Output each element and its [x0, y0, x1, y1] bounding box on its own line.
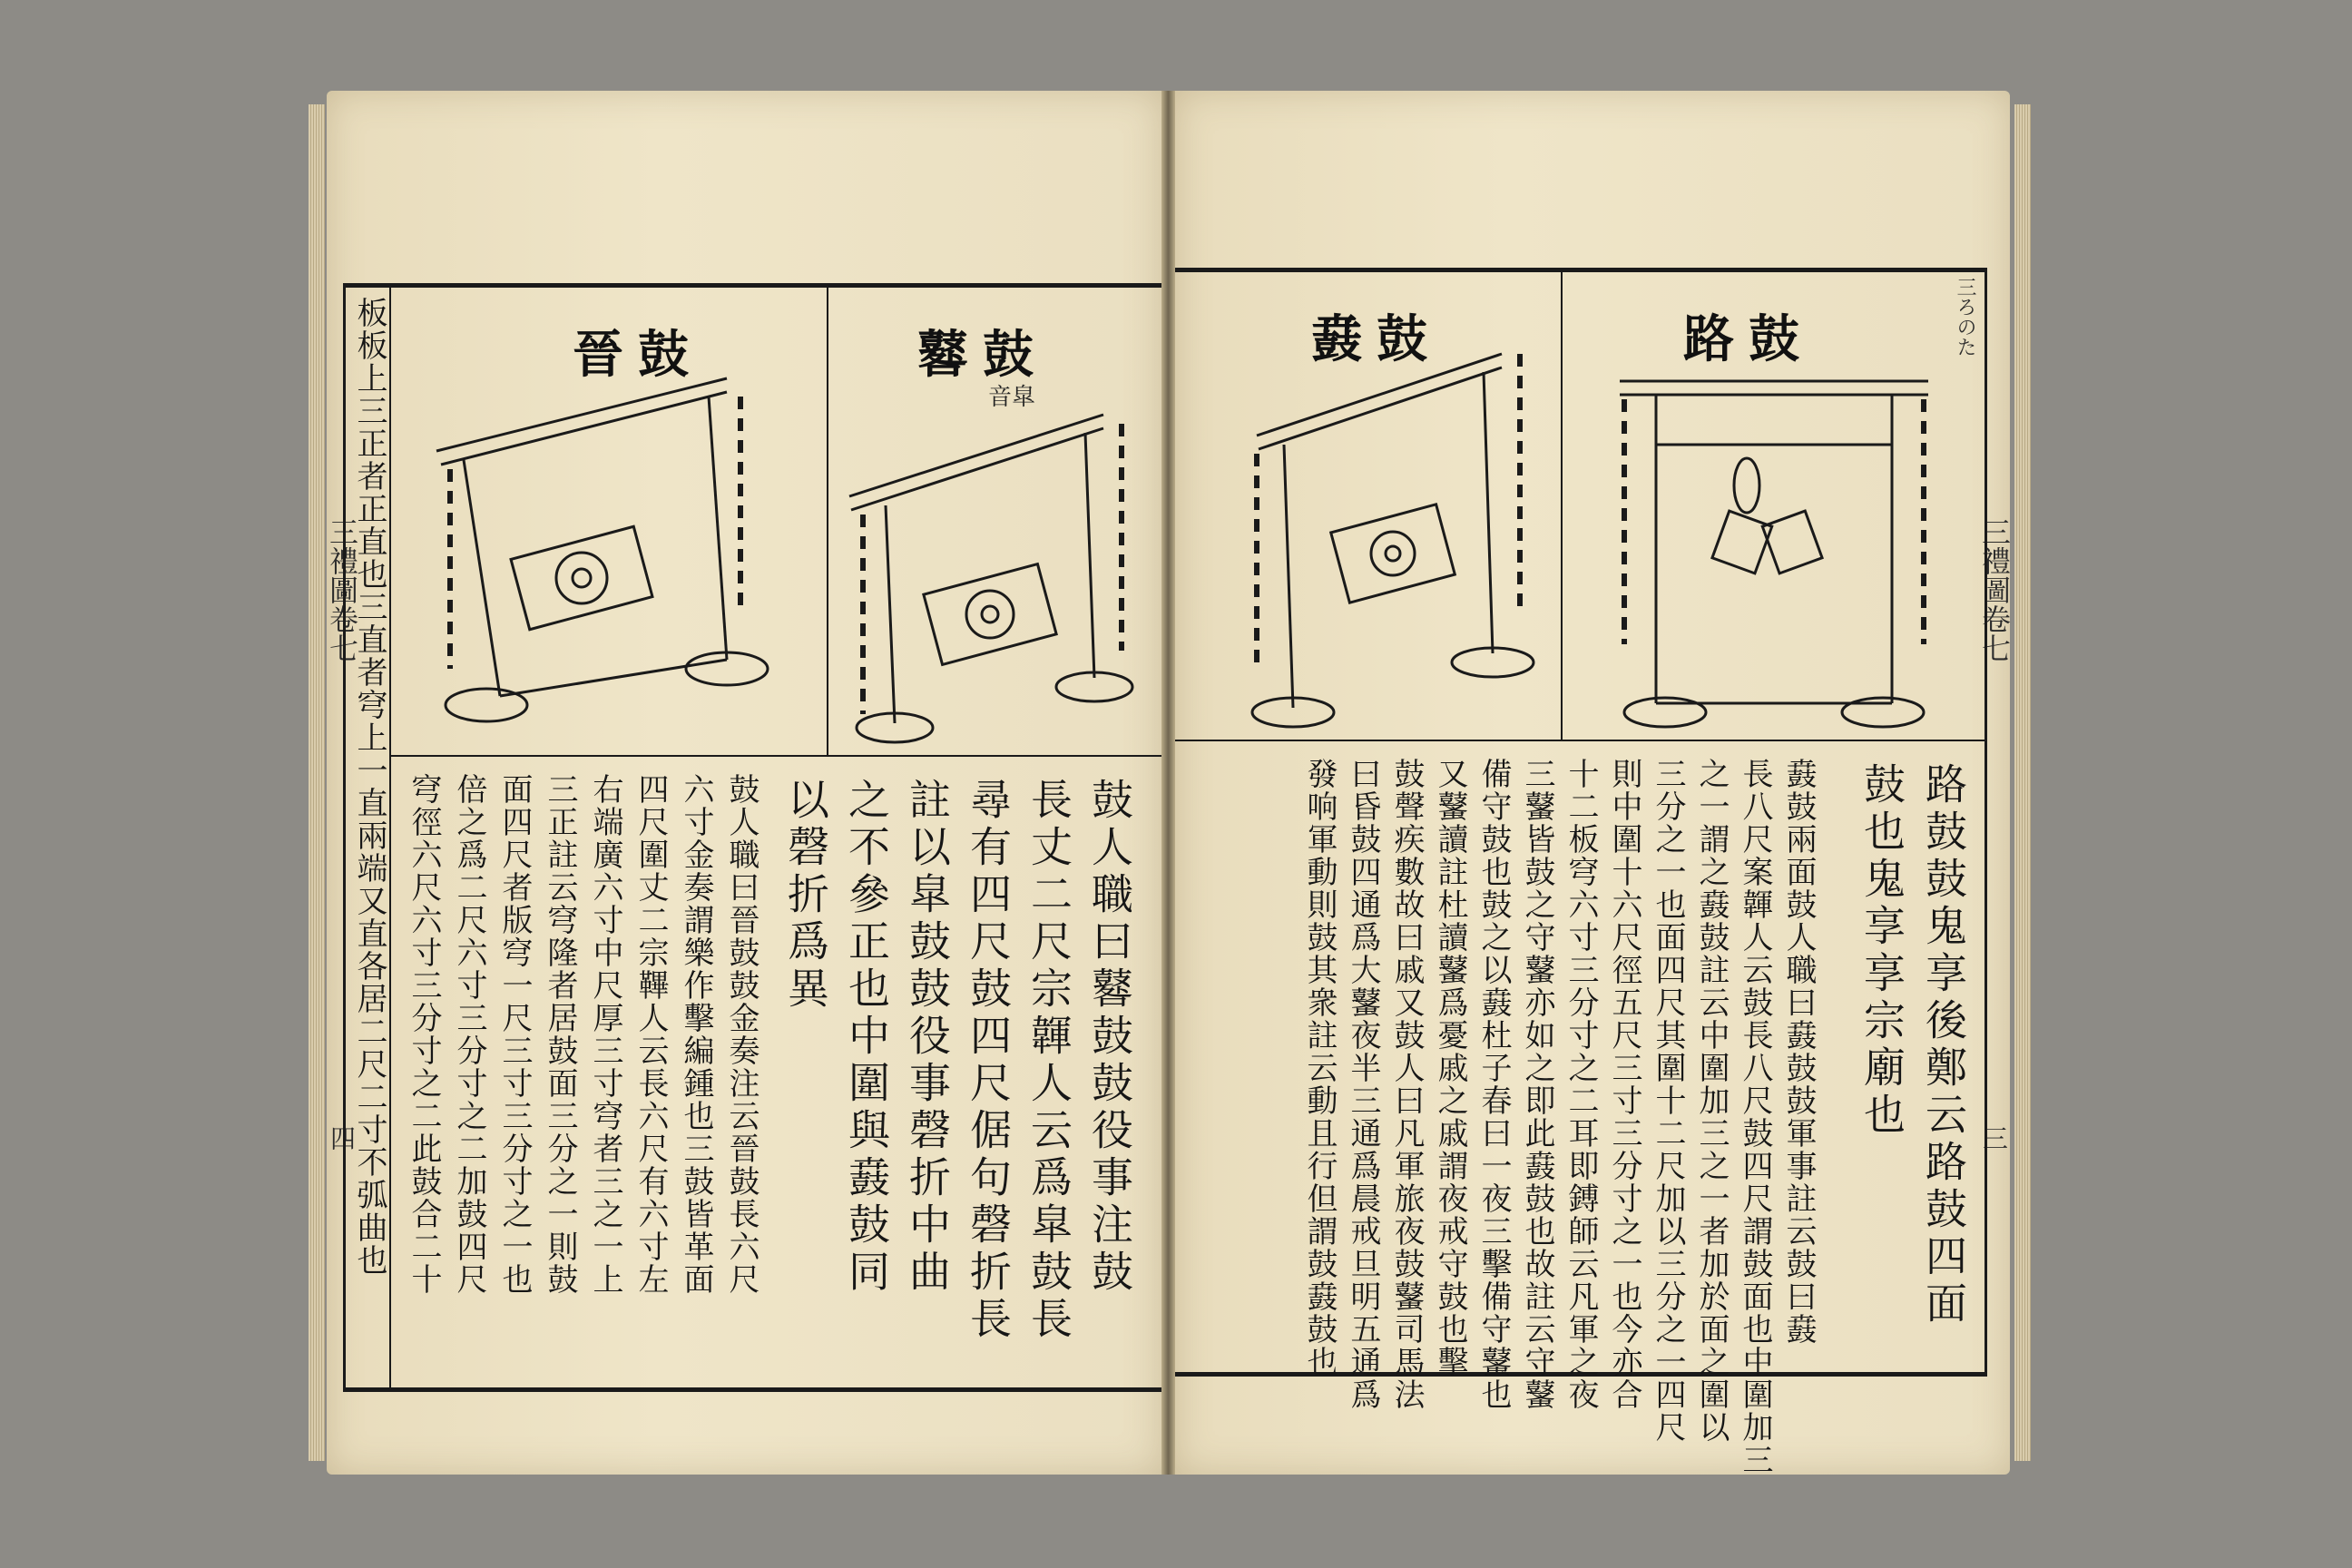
left-frame-divider-1 — [389, 288, 391, 1387]
drum-illustration-lugu — [1574, 345, 1974, 735]
text-column-14: 長丈二尺宗韗人云爲皐鼓長 — [1024, 778, 1073, 1344]
page-edges-right — [2014, 104, 2031, 1461]
drum-illustration-jingu — [400, 360, 818, 750]
right-page — [1175, 91, 2010, 1475]
illustration-title-lugu: 路鼓 — [1683, 309, 1814, 369]
right-text-column-8: 十二板穹六寸三分寸之二耳即鎛師云凡軍之夜 — [1563, 758, 1599, 1411]
illustration-title-fengu: 鼖鼓 — [1311, 309, 1442, 369]
right-page-frame — [1175, 268, 1987, 1476]
illustration-title-gaogu: 鼛鼓 — [917, 325, 1048, 385]
book-gutter — [1161, 91, 1175, 1475]
drum-illustration-fengu — [1193, 290, 1556, 735]
text-column-10: 以磬折爲異 — [781, 778, 830, 1014]
right-text-column-10: 備守鼓也鼓之以鼖杜子春曰一夜三擊備守鼜也 — [1475, 758, 1512, 1411]
text-column-4: 面四尺者版穹一尺三寸三分寸之一也 — [496, 773, 533, 1296]
left-frame-hrule — [389, 755, 1164, 757]
right-margin-label: 三禮圖卷七 — [1977, 517, 2012, 662]
text-column-15: 鼓人職曰鼛鼓鼓役事注鼓 — [1085, 778, 1134, 1297]
illustration-title-jingu: 晉鼓 — [573, 325, 703, 385]
left-page — [327, 91, 1161, 1475]
right-text-column-4: 長八尺案韗人云鼓長八尺鼓四尺謂鼓面也中圍加三 — [1737, 758, 1773, 1476]
right-text-column-12: 鼓聲疾數故曰戚又鼓人曰凡軍旅夜鼓鼜司馬法 — [1388, 758, 1425, 1411]
right-text-column-7: 則中圍十六尺徑五尺三寸三分寸之一也今亦合 — [1606, 758, 1642, 1411]
right-text-column-5: 之一謂之鼖鼓註云中圍加三之一者加於面之圍以 — [1693, 758, 1730, 1444]
text-column-2: 穹徑六尺六寸三分寸之二此鼓合二十 — [406, 773, 442, 1296]
open-book — [309, 91, 2033, 1475]
illustration-annotation-gaogu: 音皐 — [988, 384, 1036, 411]
text-column-9: 鼓人職曰晉鼓鼓金奏注云晉鼓長六尺 — [723, 773, 760, 1296]
page-edges-left — [309, 104, 325, 1461]
text-column-12: 註以皐鼓鼓役事磬折中曲 — [903, 778, 952, 1297]
right-text-column-3: 鼖鼓兩面鼓人職曰鼖鼓鼓軍事註云鼓曰鼖 — [1780, 758, 1817, 1346]
right-frame-hrule — [1175, 740, 1987, 741]
right-top-note: 三ろのた — [1954, 277, 1976, 357]
left-page-number: 四 — [327, 1125, 357, 1151]
text-column-3: 倍之爲二尺六寸三分寸之二加鼓四尺 — [451, 773, 487, 1296]
right-text-column-6: 三分之一也面四尺其圍十二尺加以三分之一四尺 — [1650, 758, 1686, 1444]
text-column-7: 四尺圍丈二宗鞸人云長六尺有六寸左 — [632, 773, 669, 1296]
right-page-number: 三 — [1979, 1125, 2009, 1151]
left-margin-label: 三禮圖卷七 — [325, 517, 359, 662]
right-text-column-14: 發响軍動則鼓其衆註云動且行但謂鼓鼖鼓也 — [1301, 758, 1338, 1378]
right-text-column-11: 又鼜讀註杜讀鼜爲憂戚之戚謂夜戒守鼓也擊 — [1432, 758, 1468, 1378]
text-column-8: 六寸金奏謂樂作擊編鍾也三鼓皆革面 — [678, 773, 714, 1296]
text-column-5: 三正註云穹隆者居鼓面三分之一則鼓 — [542, 773, 578, 1296]
drum-illustration-gaogu — [831, 387, 1158, 750]
right-text-column-13: 曰昏鼓四通爲大鼜夜半三通爲晨戒旦明五通爲 — [1345, 758, 1381, 1411]
right-text-column-1: 路鼓鼓鬼享後鄭云路鼓四面 — [1919, 762, 1968, 1328]
right-text-column-9: 三鼜皆鼓之守鼜亦如之即此鼖鼓也故註云守鼜 — [1519, 758, 1555, 1411]
right-frame-divider-1 — [1561, 272, 1563, 740]
text-column-13: 尋有四尺鼓四尺倨句磬折長 — [964, 778, 1013, 1344]
text-column-11: 之不參正也中圍與鼖鼓同 — [842, 778, 891, 1297]
text-column-1: 板板上三正者正直也三直者穹上一直兩端又直各居二尺二寸不弧曲也 — [351, 297, 387, 1277]
right-text-column-2: 鼓也鬼享享宗廟也 — [1857, 762, 1906, 1140]
left-page-frame — [343, 283, 1161, 1392]
left-frame-divider-2 — [827, 288, 828, 755]
text-column-6: 右端廣六寸中尺厚三寸穹者三之一上 — [587, 773, 623, 1296]
